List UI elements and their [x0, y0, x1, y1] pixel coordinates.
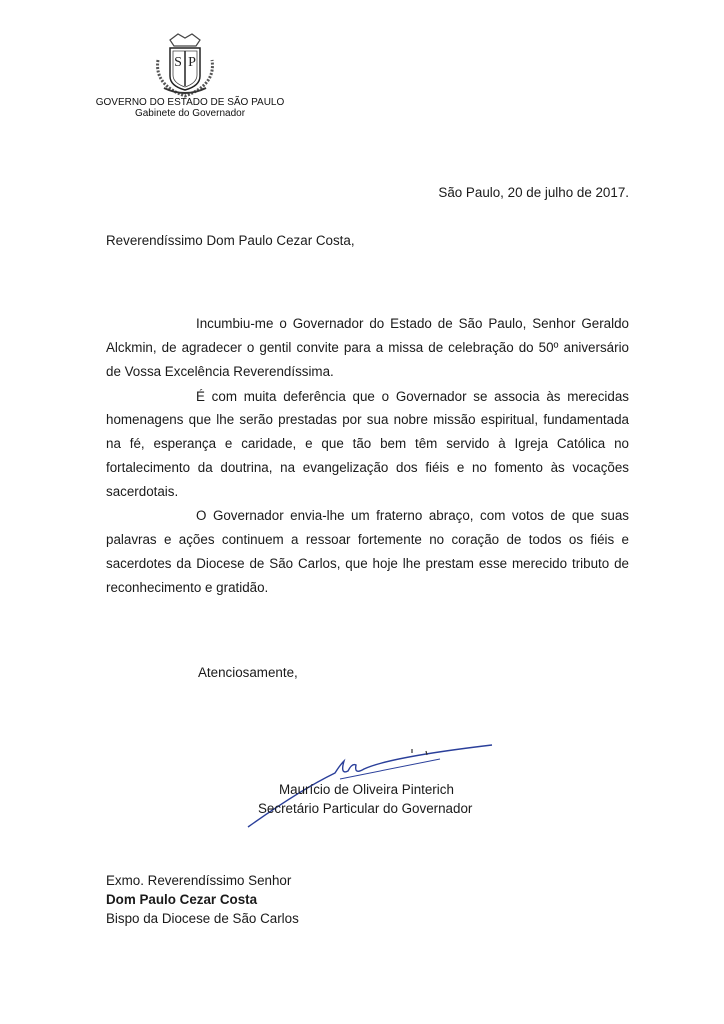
letterhead-office: Gabinete do Governador [134, 108, 246, 119]
body-line: É com muita deferência que o Governador se associa às merecidas [196, 389, 629, 404]
signer-name: Maurício de Oliveira Pinterich [279, 782, 454, 797]
body-line: de Vossa Excelência Reverendíssima. [106, 364, 334, 379]
body-line: sacerdotes da Diocese de São Carlos, que hoje lhe prestam esse merecido tributo de [106, 556, 629, 571]
body-line: na fé, esperança e caridade, e que tão bem têm servido à Igreja Católica no [106, 436, 629, 451]
body-line: Incumbiu-me o Governador do Estado de São Paulo, Senhor Geraldo [196, 316, 629, 331]
state-coat-of-arms [150, 30, 220, 100]
closing: Atenciosamente, [198, 665, 298, 680]
recipient-name-text: Dom Paulo Cezar Costa [106, 892, 258, 907]
svg-text:S: S [174, 55, 182, 70]
letterhead-org: GOVERNO DO ESTADO DE SÃO PAULO [95, 97, 285, 108]
signer-title: Secretário Particular do Governador [258, 801, 473, 816]
body-line: sacerdotais. [106, 484, 179, 499]
body-line: Alckmin, de agradecer o gentil convite para a missa de celebração do 50º aniversário [106, 340, 629, 355]
salutation: Reverendíssimo Dom Paulo Cezar Costa, [106, 233, 355, 248]
body-line: O Governador envia-lhe um fraterno abraço, com votos de que suas [196, 508, 629, 523]
body-line: reconhecimento e gratidão. [106, 580, 269, 595]
body-line: palavras e ações continuem a ressoar fortemente no coração de todos os fiéis e [106, 532, 629, 547]
recipient-title: Exmo. Reverendíssimo Senhor [106, 873, 292, 888]
svg-text:P: P [188, 55, 196, 70]
recipient-name [106, 892, 257, 907]
letter-date: São Paulo, 20 de julho de 2017. [438, 185, 629, 200]
recipient-position: Bispo da Diocese de São Carlos [106, 911, 299, 926]
body-line: fortalecimento da doutrina, na evangelização dos fiéis e no fomento às vocações [106, 460, 629, 475]
body-line: homenagens que lhe serão prestadas por sua nobre missão espiritual, fundamentada [106, 412, 629, 427]
